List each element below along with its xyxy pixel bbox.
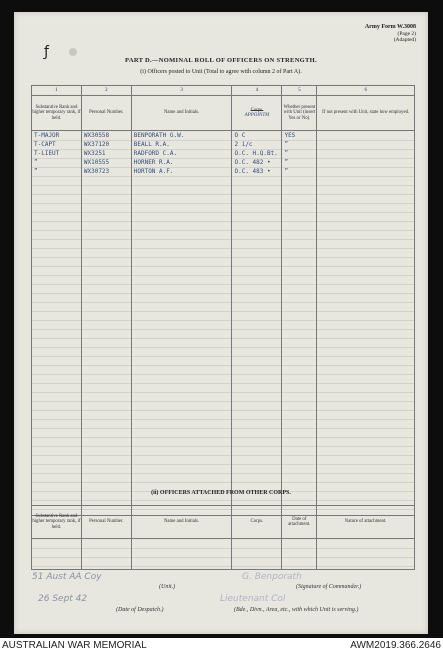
header-name: Name and Initials. [131,96,232,131]
present-column [282,131,317,516]
unit-handwritten: 51 Aust AA Coy [32,572,102,582]
nominal-roll-table [31,85,415,516]
name-entry: BEALL R.A. [133,141,170,148]
present-entry: ” [284,159,289,166]
commander-label: (Signature of Commander.) [296,584,362,590]
header-row [32,96,415,131]
name-entry: RADFORD C.A. [133,150,178,157]
column-number: 1 [32,86,82,96]
column-number-row [32,86,415,96]
corps-entry: O C [234,132,246,139]
column-number: 5 [282,86,317,96]
attached-cell [81,539,131,570]
footer-accession: AWM2019.366.2646 [350,640,441,651]
footer-institution: AUSTRALIAN WAR MEMORIAL [2,640,147,651]
employment-column [317,131,415,516]
column-number: 3 [131,86,232,96]
attached-entries-row [32,539,415,570]
header-corps-struck: Corps. [250,107,264,113]
column-number: 4 [232,86,282,96]
rank-entry: T-CAPT [34,141,56,148]
attached-title: (ii) OFFICERS ATTACHED FROM OTHER CORPS. [151,490,291,496]
rank-column [32,131,82,516]
formation-label: (Bde., Divn., Area, etc., with which Unit is serving.) [234,607,359,613]
formation-handwritten: Lieutenant Col [220,594,286,604]
unit-label: (Unit.) [159,584,176,590]
number-entry: WX37120 [83,141,110,148]
form-number-block [365,24,416,44]
attached-officers-table [31,505,415,570]
despatch-handwritten: 26 Sept 42 [38,594,88,604]
column-number: 6 [317,86,415,96]
entries-row [32,131,415,516]
attached-cell [131,539,232,570]
attached-header-number: Personal Number. [81,506,131,539]
commander-signature: G. Benporath [242,572,302,582]
header-rank: Substantive Rank and higher temporary rank, if held. [32,96,82,131]
number-entry: WX3251 [83,150,106,157]
despatch-label: (Date of Despatch.) [116,607,164,613]
rank-entry: ” [34,159,38,166]
number-entry: WX30558 [83,132,110,139]
present-entry: ” [284,168,289,175]
corps-amendment: APPOINTM [244,113,270,119]
rank-entry: T-MAJOR [34,132,60,139]
attached-cell [232,539,282,570]
corps-entry: 2 i/c [234,141,253,148]
number-entry: WX10555 [83,159,110,166]
part-d-subtitle: (i) Officers posted to Unit (Total to agree with column 2 of Part A). [140,69,302,75]
army-form-page [14,12,428,634]
form-page: (Page 2) [397,30,416,37]
number-entry: WX30723 [83,168,110,175]
form-adapted: (Adapted) [393,37,416,43]
attached-cell [32,539,82,570]
name-entry: BENPORATH G.W. [133,132,185,139]
number-column [81,131,131,516]
attached-header-date: Date of attachment. [282,506,317,539]
form-number: Army Form W.3008 [364,24,416,30]
name-entry: HORTON A.F. [133,168,174,175]
header-personal-number: Personal Number. [81,96,131,131]
rank-entry: T-LIEUT [34,150,60,157]
present-entry: ” [284,150,289,157]
corps-entry: O.C. H.Q.Bt. [234,150,278,157]
attached-cell [317,539,415,570]
present-entry: ” [284,141,289,148]
attached-cell [282,539,317,570]
header-present: Whether present with Unit (insert Yes or No). [282,96,317,131]
pen-mark: ƒ [44,44,49,60]
column-number: 2 [81,86,131,96]
corps-entry: O.C. 482 • [234,159,271,166]
corps-column [232,131,282,516]
attached-header-corps: Corps. [232,506,282,539]
header-employment: If not present with Unit, state how employed. [317,96,415,131]
corps-entry: O.C. 483 • [234,168,271,175]
name-entry: HORNER R.A. [133,159,174,166]
name-column [131,131,232,516]
rank-entry: ” [34,168,38,175]
part-d-title: PART D.—NOMINAL ROLL OF OFFICERS ON STRENGTH. [125,57,317,64]
present-entry: YES [284,132,296,139]
attached-header-row [32,506,415,539]
header-corps [232,96,282,131]
punch-hole [69,48,77,56]
attached-header-nature: Nature of attachment. [317,506,415,539]
attached-header-name: Name and Initials. [131,506,232,539]
attached-header-rank: Substantive Rank and higher temporary rank, if held. [32,506,82,539]
